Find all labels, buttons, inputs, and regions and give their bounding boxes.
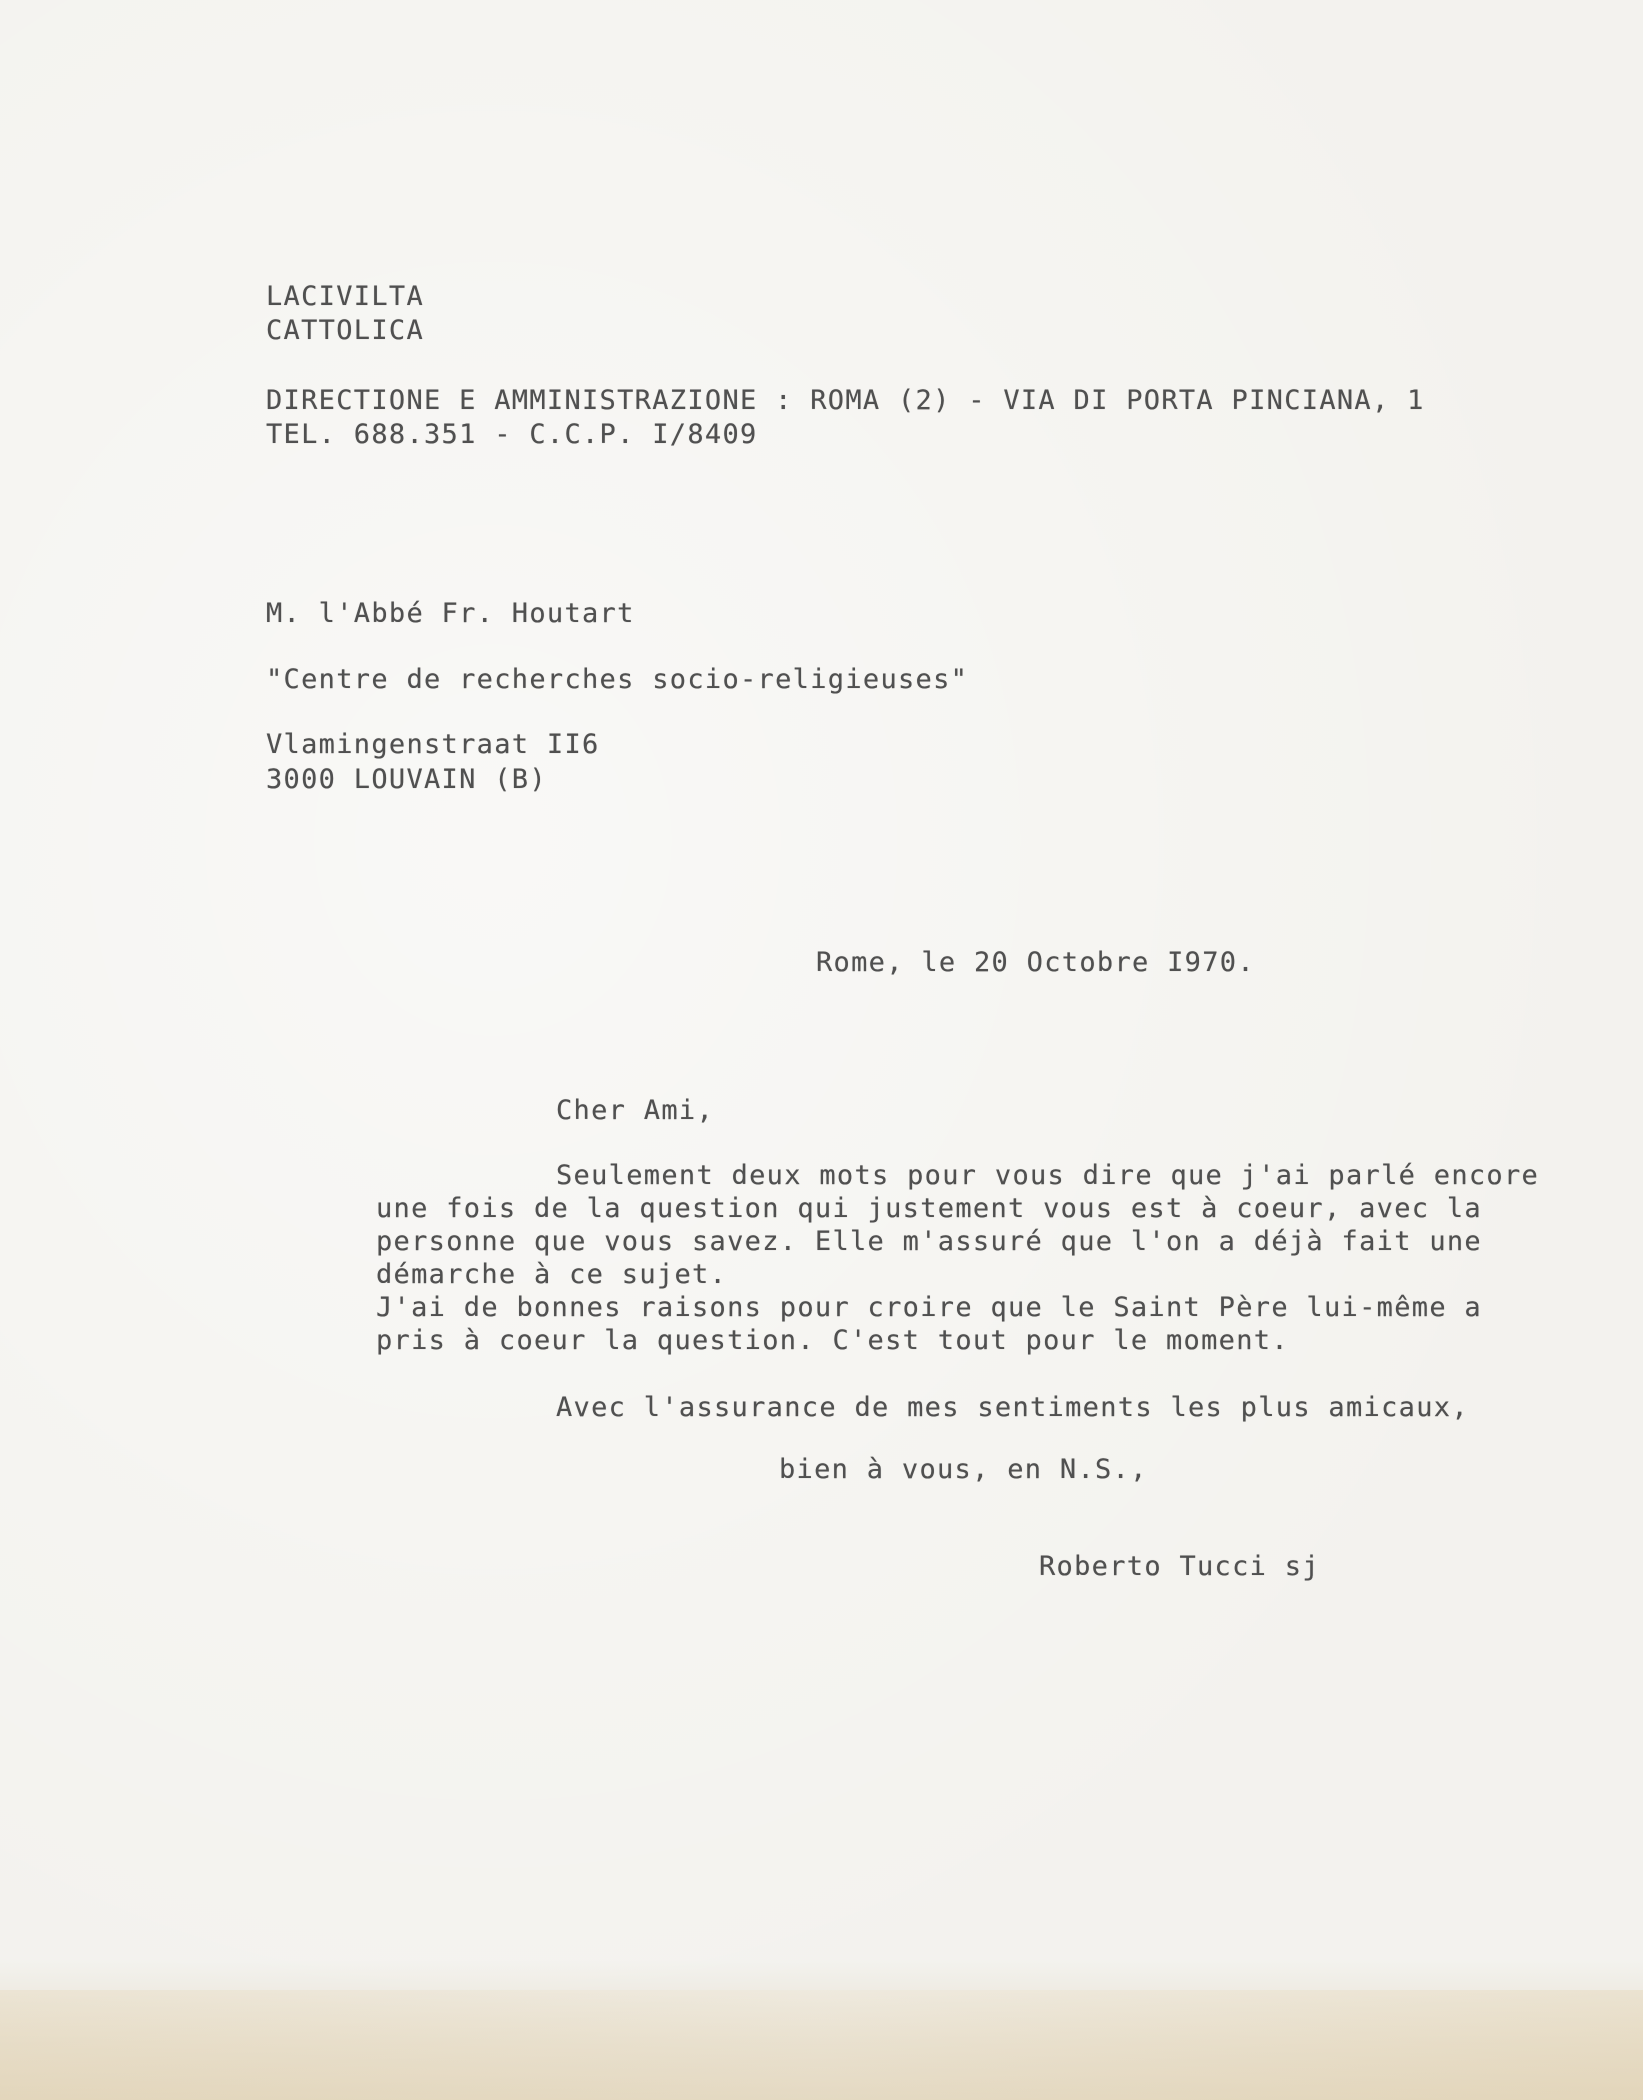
signature: Roberto Tucci sj [1039, 1551, 1320, 1582]
paper-stain [0, 1990, 1643, 2100]
letterhead-address-line-2: TEL. 688.351 - C.C.P. I/8409 [266, 419, 758, 450]
body-line: une fois de la question qui justement vous est à coeur, avec la [376, 1193, 1482, 1224]
date-line: Rome, le 20 Octobre I970. [816, 947, 1255, 978]
recipient-name: M. l'Abbé Fr. Houtart [266, 598, 635, 629]
body-line: J'ai de bonnes raisons pour croire que le Saint Père lui-même a [376, 1292, 1482, 1323]
letterhead-name-line-2: CATTOLICA [266, 315, 424, 346]
letterhead-name-line-1: LACIVILTA [266, 281, 424, 312]
recipient-institution: "Centre de recherches socio-religieuses" [266, 664, 969, 695]
salutation: Cher Ami, [556, 1095, 714, 1126]
body-line: personne que vous savez. Elle m'assuré que l'on a déjà fait une [376, 1226, 1482, 1257]
closing-line: Avec l'assurance de mes sentiments les plus amicaux, [556, 1392, 1469, 1423]
body-line: démarche à ce sujet. [376, 1259, 728, 1290]
letterhead-address-line-1: DIRECTIONE E AMMINISTRAZIONE : ROMA (2) - VIA DI PORTA PINCIANA, 1 [266, 385, 1425, 416]
recipient-street: Vlamingenstraat II6 [266, 729, 600, 760]
closing-formula: bien à vous, en N.S., [779, 1454, 1148, 1485]
body-line: Seulement deux mots pour vous dire que j'ai parlé encore [556, 1160, 1540, 1191]
recipient-city: 3000 LOUVAIN (B) [266, 764, 547, 795]
paper-watermark [640, 30, 720, 1930]
body-line: pris à coeur la question. C'est tout pour le moment. [376, 1325, 1289, 1356]
